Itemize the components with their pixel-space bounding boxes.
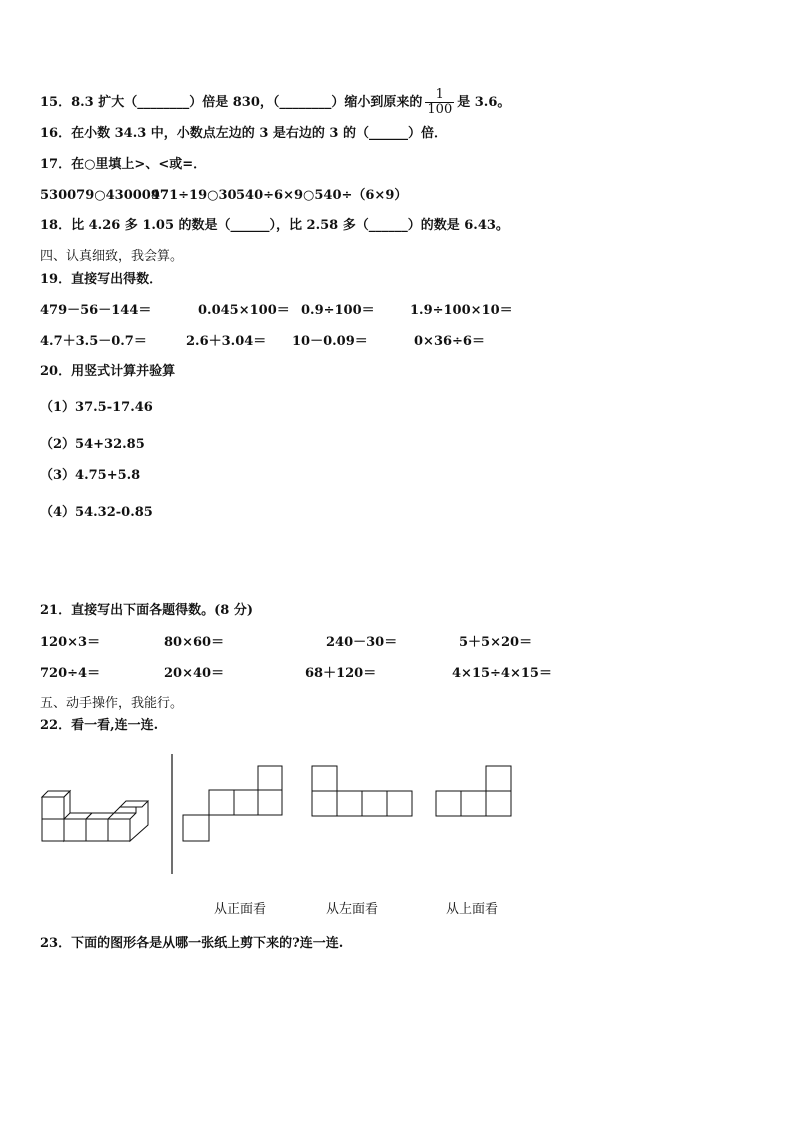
question-15: [40, 88, 510, 117]
question-text: 用竖式计算并验算: [71, 364, 176, 379]
view-shape-3: [435, 765, 515, 819]
q21-r2-c3: 68＋120＝: [305, 666, 377, 681]
q19-r2-c3: 10－0.09＝: [292, 334, 368, 349]
question-text: 看一看,连一连.: [71, 718, 159, 733]
q21-r1-c3: 240－30＝: [326, 635, 398, 650]
q21-r1-c1: 120×3＝: [40, 635, 101, 650]
question-21: [40, 603, 253, 619]
q19-r1-c3: 0.9÷100＝: [301, 303, 375, 318]
fraction-numerator: 1: [425, 88, 454, 103]
question-18: [40, 218, 509, 234]
question-16: [40, 126, 447, 142]
caption-front-view: 从正面看: [214, 902, 267, 917]
view-shape-2: [311, 765, 415, 819]
q19-r2-c4: 0×36÷6＝: [414, 334, 485, 349]
q19-r1-c4: 1.9÷100×10＝: [410, 303, 513, 318]
q20-item-1: （1）37.5-17.46: [40, 400, 153, 415]
question-text: 在小数 34.3 中，小数点左边的 3 是右边的 3 的（______）倍．: [71, 126, 448, 141]
q21-r1-c4: 5＋5×20＝: [459, 635, 533, 650]
question-19: [40, 272, 162, 288]
question-text-end: 是 3.6。: [457, 95, 511, 110]
q21-r2-c2: 20×40＝: [164, 666, 225, 681]
question-number: 21．: [40, 603, 72, 618]
q19-r2-c1: 4.7＋3.5－0.7＝: [40, 334, 147, 349]
question-20: [40, 364, 175, 380]
question-23: [40, 936, 343, 952]
question-text: 在○里填上>、<或=．: [71, 157, 207, 172]
question-number: 19．: [40, 272, 72, 287]
question-number: 15．: [40, 95, 72, 110]
question-text: 直接写出得数．: [71, 272, 163, 287]
q17-item-1: 530079○4300097: [40, 188, 169, 203]
fraction-denominator: 100: [427, 102, 453, 117]
section-heading-5: 五、动手操作，我能行。: [40, 696, 184, 711]
question-22: [40, 718, 158, 734]
question-text: 直接写出下面各题得数。(8 分): [71, 603, 253, 618]
caption-left-view: 从左面看: [326, 902, 379, 917]
q21-r1-c2: 80×60＝: [164, 635, 225, 650]
q17-item-3: 540÷6×9○540÷（6×9）: [236, 188, 408, 203]
caption-top-view: 从上面看: [446, 902, 499, 917]
question-text: 比 4.26 多 1.05 的数是（______），比 2.58 多（______）的数是 6.43。: [71, 218, 509, 233]
q17-item-2: 471÷19○30: [151, 188, 237, 203]
q19-r2-c2: 2.6＋3.04＝: [186, 334, 267, 349]
vertical-divider: [170, 754, 174, 874]
q20-item-2: （2）54+32.85: [40, 437, 145, 452]
question-number: 18．: [40, 218, 72, 233]
fraction: [425, 88, 454, 117]
q21-r2-c1: 720÷4＝: [40, 666, 101, 681]
question-number: 16．: [40, 126, 72, 141]
section-heading-4: 四、认真细致，我会算。: [40, 249, 184, 264]
cube-solid-figure: [36, 785, 156, 849]
question-17: [40, 157, 206, 173]
question-number: 23．: [40, 936, 72, 951]
question-number: 17．: [40, 157, 72, 172]
q20-item-4: （4）54.32-0.85: [40, 505, 153, 520]
question-text: 8.3 扩大（________）倍是 830，（________）缩小到原来的: [71, 95, 423, 110]
q20-item-3: （3）4.75+5.8: [40, 468, 141, 483]
question-text: 下面的图形各是从哪一张纸上剪下来的?连一连.: [71, 936, 344, 951]
q19-r1-c2: 0.045×100＝: [198, 303, 290, 318]
question-number: 22．: [40, 718, 72, 733]
view-shape-1: [182, 765, 284, 843]
q19-r1-c1: 479－56－144＝: [40, 303, 152, 318]
question-number: 20．: [40, 364, 72, 379]
q21-r2-c4: 4×15÷4×15＝: [452, 666, 552, 681]
